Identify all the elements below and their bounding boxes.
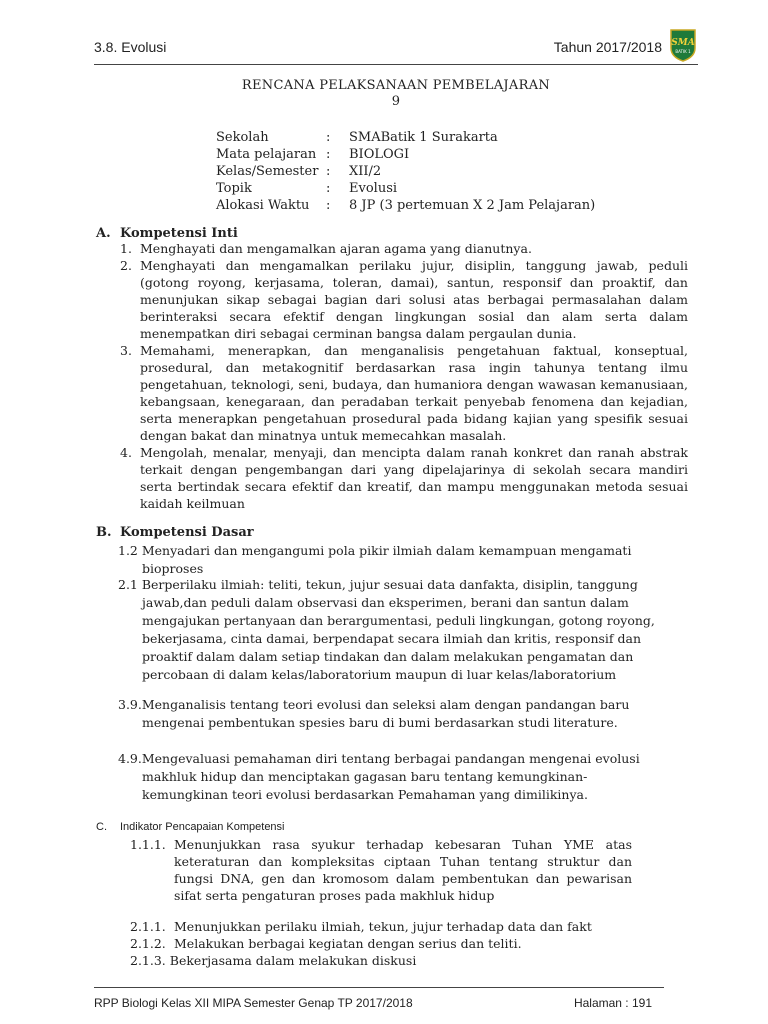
identity-value: XII/2 [349,164,382,179]
item-text: Menunjukkan rasa syukur terhadap kebesaran Tuhan YME atas keteraturan dan kompleksitas ciptaan Tuhan tentang struktur dan fungsi DNA, gen dan kromosom dalam pembentukan dan pewarisan sifat serta pengaturan proses pada makhluk hidup [174,837,632,903]
item-number: 2.1.2. [130,936,166,951]
list-item [120,444,688,512]
identity-value: BIOLOGI [349,147,410,162]
identity-colon: : [326,198,331,213]
identity-key: Kelas/Semester [216,164,319,179]
item-number: 2.1.1. [130,919,166,934]
svg-text:SMA: SMA [671,38,695,48]
item-text: Bekerjasama dalam melakukan diskusi [169,953,417,968]
item-number: 2. [120,258,132,273]
header-rule [94,64,698,65]
list-item [120,257,688,342]
item-text: Menghayati dan mengamalkan ajaran agama yang dianutnya. [140,241,532,256]
identity-key: Alokasi Waktu [216,198,310,213]
item-number: 3. [120,343,132,358]
kompetensi-dasar-item [118,576,658,684]
header-chapter: 3.8. Evolusi [94,39,167,55]
section-letter: C. [96,821,107,833]
identity-colon: : [326,130,331,145]
item-text: Melakukan berbagai kegiatan dengan serius dan teliti. [174,936,522,951]
item-text: Mengolah, menalar, menyaji, dan mencipta dalam ranah konkret dan ranah abstrak terkait dengan pengembangan dari yang dipelajarinya di sekolah secara mandiri serta bertindak secara efektif dan kreatif, dan mampu menggunakan metoda sesuai kaidah keilmuan [140,445,688,511]
title-line: RENCANA PELAKSANAAN PEMBELAJARAN [241,78,551,93]
indikator-item [130,836,632,904]
page-header [94,32,698,68]
kd-first-line: 1.2 Menyadari dan mengangumi pola pikir ilmiah dalam kemampuan mengamati [118,543,632,558]
identity-value: Evolusi [349,181,398,196]
school-logo [668,28,698,62]
kd-continuation: mengenai pembentukan spesies baru di bumi berdasarkan studi literature. [142,715,618,730]
list-item [130,952,632,969]
section-b-heading [96,525,254,540]
kd-first-line: 2.1 Berperilaku ilmiah: teliti, tekun, jujur sesuai data danfakta, disiplin, tanggung [118,577,638,592]
list-item [130,918,632,935]
item-number: 4. [120,445,132,460]
section-c-heading [96,821,285,833]
section-a-heading [96,226,238,241]
kd-continuation: bioproses [142,561,204,576]
identity-colon: : [326,164,331,179]
header-year: Tahun 2017/2018 [553,39,662,55]
section-letter: B. [96,525,112,540]
item-text: Menghayati dan mengamalkan perilaku jujur, disiplin, tanggung jawab, peduli (gotong royong, kerjasama, toleran, damai), santun, responsif dan proaktif, dan menunjukan sikap sebagai bagian dari solusi atas berbagai permasalahan dalam berinteraksi secara efektif dengan lingkungan sosial dan alam serta dalam menempatkan diri sebagai cerminan bangsa dalam pergaulan dunia. [140,258,688,341]
item-text: Memahami, menerapkan, dan menganalisis pengetahuan faktual, konseptual, prosedural, dan metakognitif berdasarkan rasa ingin tahunya tentang ilmu pengetahuan, teknologi, seni, budaya, dan humaniora dengan wawasan kemanusiaan, kebangsaan, kenegaraan, dan peradaban terkait penyebab fenomena dan kejadian, serta menerapkan pengetahuan prosedural pada bidang kajian yang spesifik sesuai dengan bakat dan minatnya untuk memecahkan masalah. [140,343,688,443]
list-item [120,342,688,444]
indikator-list [130,918,632,969]
section-title: Kompetensi Inti [120,226,238,241]
item-text: Menunjukkan perilaku ilmiah, tekun, jujur terhadap data dan fakt [174,919,592,934]
kompetensi-dasar-item [118,750,658,804]
document-title [94,78,698,110]
kompetensi-dasar-item [118,696,658,732]
kompetensi-inti-list [120,240,688,512]
list-item [120,240,688,257]
identity-value: 8 JP (3 pertemuan X 2 Jam Pelajaran) [349,198,596,213]
svg-text:BATIK 1: BATIK 1 [675,49,691,54]
identity-value: SMABatik 1 Surakarta [349,130,498,145]
list-item [130,836,632,904]
identity-colon: : [326,181,331,196]
list-item [130,935,632,952]
page-number: Halaman : 191 [573,996,652,1010]
item-number: 1.1.1. [130,837,166,852]
footer-title: RPP Biologi Kelas XII MIPA Semester Genap TP 2017/2018 [94,996,413,1010]
kd-first-line: 4.9.Mengevaluasi pemahaman diri tentang berbagai pandangan mengenai evolusi [118,751,640,766]
identity-colon: : [326,147,331,162]
kd-continuation: makhluk hidup dan menciptakan gagasan baru tentang kemungkinan-kemungkinan teori evolusi berdasarkan Pemahaman yang dimilikinya. [142,769,588,802]
section-letter: A. [96,226,111,241]
kompetensi-dasar-item [118,542,658,578]
section-title: Indikator Pencapaian Kompetensi [120,821,285,833]
identity-key: Topik [216,181,252,196]
identity-key: Sekolah [216,130,269,145]
section-title: Kompetensi Dasar [120,525,254,540]
identity-key: Mata pelajaran [216,147,317,162]
footer-rule [94,987,664,988]
item-number: 1. [120,241,132,256]
kd-continuation: jawab,dan peduli dalam observasi dan eksperimen, berani dan santun dalam mengajukan pertanyaan dan berargumentasi, peduli lingkungan, gotong royong, bekerjasama, cinta damai, berpendapat secara ilmiah dan kritis, responsif dan proaktif dalam dalam setiap tindakan dan dalam melakukan pengamatan dan percobaan di dalam kelas/laboratorium maupun di luar kelas/laboratorium [142,595,655,682]
kd-first-line: 3.9.Menganalisis tentang teori evolusi dan seleksi alam dengan pandangan baru [118,697,630,712]
title-number: 9 [391,94,401,109]
item-number: 2.1.3. [130,953,166,968]
